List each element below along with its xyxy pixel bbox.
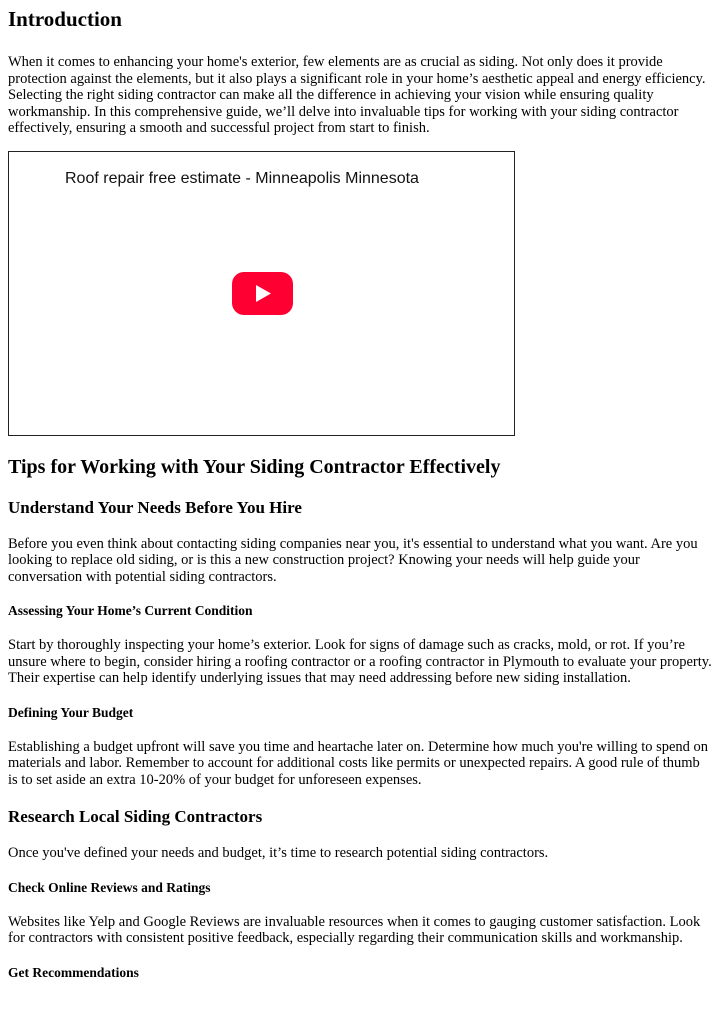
understand-paragraph: Before you even think about contacting siding companies near you, it's essential to understand what you want. Are you looking to replace old siding, or is this a new construction project? Knowing your needs will help guide your conversation with potential siding contractors.	[8, 535, 698, 585]
assessing-paragraph: Start by thoroughly inspecting your home’s exterior. Look for signs of damage such as cracks, mold, or rot. If you’re unsure where to begin, consider hiring a roofing contractor or a roofing contractor in Plymouth to evaluate your property. Their expertise can help identify underlying issues that may need addressing before new siding installation.	[8, 637, 712, 686]
reviews-paragraph: Websites like Yelp and Google Reviews are invaluable resources when it comes to gauging customer satisfaction. Look for contractors with consistent positive feedback, especially regarding their communication skills and workmanship.	[8, 913, 701, 946]
budget-heading: Defining Your Budget	[8, 704, 134, 720]
intro-paragraph: When it comes to enhancing your home's exterior, few elements are as crucial as siding. Not only does it provide protection against the elements, but it also plays a significant role in your home’s aesthetic appeal and energy efficiency. Selecting the right siding contractor can make all the difference in achieving your vision while ensuring quality workmanship. In this comprehensive guide, we’ll delve into invaluable tips for working with your siding contractor effectively, ensuring a smooth and successful project from start to finish.	[8, 54, 706, 136]
reviews-heading: Check Online Reviews and Ratings	[8, 879, 211, 895]
budget-paragraph: Establishing a budget upfront will save you time and heartache later on. Determine how much you're willing to spend on materials and labor. Remember to account for additional costs like permits or unexpected repairs. A good rule of thumb is to set aside an extra 10-20% of your budget for unforeseen expenses.	[8, 738, 709, 788]
research-heading: Research Local Siding Contractors	[8, 807, 263, 826]
article	[0, 6, 720, 981]
understand-heading: Understand Your Needs Before You Hire	[8, 497, 302, 517]
video-title[interactable]: Roof repair free estimate - Minneapolis Minnesota	[65, 169, 419, 187]
video-embed[interactable]	[8, 151, 515, 436]
tips-heading: Tips for Working with Your Siding Contractor Effectively	[8, 455, 501, 478]
play-button[interactable]	[232, 272, 293, 315]
play-icon	[232, 272, 293, 315]
intro-heading: Introduction	[8, 7, 122, 31]
assessing-heading: Assessing Your Home’s Current Condition	[8, 603, 253, 618]
research-paragraph: Once you've defined your needs and budget, it’s time to research potential siding contractors.	[8, 845, 549, 861]
recommendations-heading: Get Recommendations	[8, 964, 139, 980]
